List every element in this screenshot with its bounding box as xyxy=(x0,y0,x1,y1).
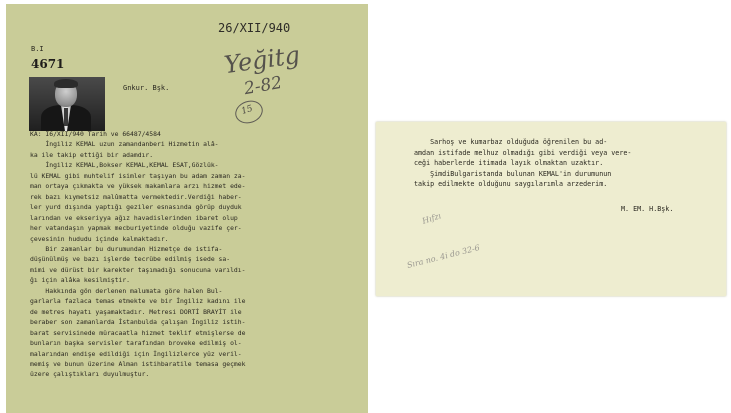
signature-line: M. EM. H.Bşk. xyxy=(621,205,674,213)
date-handwritten: 26/XII/940 xyxy=(218,21,291,35)
photo-hair xyxy=(54,79,78,88)
letter-line: man ortaya çıkmakta ve yüksek makamlara arzı hizmet ede- xyxy=(30,182,246,191)
letter-line: larından ve ekseriyya ağız havadislerinden ibaret olup xyxy=(30,213,238,222)
letter-line: düşünülmüş ve bazı işlerde tecrübe edilmiş isede sa- xyxy=(30,255,231,264)
circle-stamp xyxy=(232,97,265,127)
letter-body-continued xyxy=(414,137,631,190)
letter-line: ceği haberlerde itimada layık olmaktan uzaktır. xyxy=(414,159,604,168)
reference-number: 4671 xyxy=(31,57,65,71)
handwritten-number: 2-82 xyxy=(242,72,284,100)
letter-line: çevesinin hududu içinde kalmaktadır. xyxy=(30,234,169,243)
photo-tie xyxy=(64,108,68,126)
stamp-number: 15 xyxy=(240,103,255,118)
letter-line: Hakkında gön derlenen malumata göre halen Bul- xyxy=(30,286,223,295)
letter-line: de metres hayatı yaşamaktadır. Metresi DORTİ BRAYİT ile xyxy=(30,307,242,316)
letter-line: ka ile takip ettiği bir adamdır. xyxy=(30,150,154,159)
letter-line: rek bazı kıymetsiz malûmatta vermektedir.Verdiği haber- xyxy=(30,192,242,201)
letter-line: mimi ve dürüst bir karekter taşımadığı sonucuna varıldı- xyxy=(30,265,246,274)
letter-line: barat servisinede müracaatla hizmet teklif etmişlerse de xyxy=(30,328,246,337)
letter-line: garlarla fazlaca temas etmekte ve bir İngiliz kadını ile xyxy=(30,297,246,306)
letter-line: lü KEMAL gibi muhtelif isimler taşıyan bu adam zaman za- xyxy=(30,171,246,180)
letter-line: memiş ve bunun üzerine Alman istihbaratile temasa geçmek xyxy=(30,359,246,368)
letter-line: İngiliz KEMAL uzun zamandanberi Hizmetin alâ- xyxy=(30,140,219,149)
letter-line: ler yurd dışında yaptığı geziler esnasında görüp duyduk xyxy=(30,203,242,212)
letter-line: KA: I6/XII/940 Tarih ve 66487/4584 xyxy=(30,130,161,138)
handwritten-signature: Yeğitg xyxy=(222,40,302,80)
letter-line: Bir zamanlar bu durumundan Hizmetçe de istifa- xyxy=(30,244,223,253)
letter-body xyxy=(30,129,366,380)
document-page-1 xyxy=(6,4,368,413)
letter-line: ğı için alâka kesilmiştir. xyxy=(30,276,131,285)
letter-line: takip edilmekte olduğunu saygılarımla arzederim. xyxy=(414,180,608,189)
letter-line: üzere çalıştıkları duyulmuştur. xyxy=(30,370,150,379)
letter-line: İngiliz KEMAL,Bokser KEMAL,KEMAL ESAT,Gözlük- xyxy=(30,161,219,170)
document-page-2 xyxy=(376,122,726,296)
letter-line: her vatandaşın yapmak mecburiyetinde olduğu vazife çer- xyxy=(30,224,242,233)
letter-line: amdan istifade melhuz olmadığı gibi verdiği veya vere- xyxy=(414,148,632,157)
pencil-note-1: Hıfzı xyxy=(421,211,443,226)
letter-line: malarından endişe edildiği için İngilizlerce yüz veril- xyxy=(30,349,242,358)
portrait-photo xyxy=(29,77,105,131)
letter-line: bunların başka servisler tarafından broveke edilmiş ol- xyxy=(30,339,242,348)
pencil-note-2: Sıra no. 4i do 32-6 xyxy=(406,243,481,270)
letter-line: ŞimdiBulgaristanda bulunan KEMAL'in durumunun xyxy=(414,169,612,178)
letter-line: Sarhoş ve kumarbaz olduğuda öğrenilen bu ad- xyxy=(414,138,608,146)
addressee: Gnkur. Bşk. xyxy=(123,84,170,92)
reference-prefix: B.I xyxy=(31,45,44,53)
letter-line: beraber son zamanlarda İstanbulda çalışan İngiliz istih- xyxy=(30,318,246,327)
